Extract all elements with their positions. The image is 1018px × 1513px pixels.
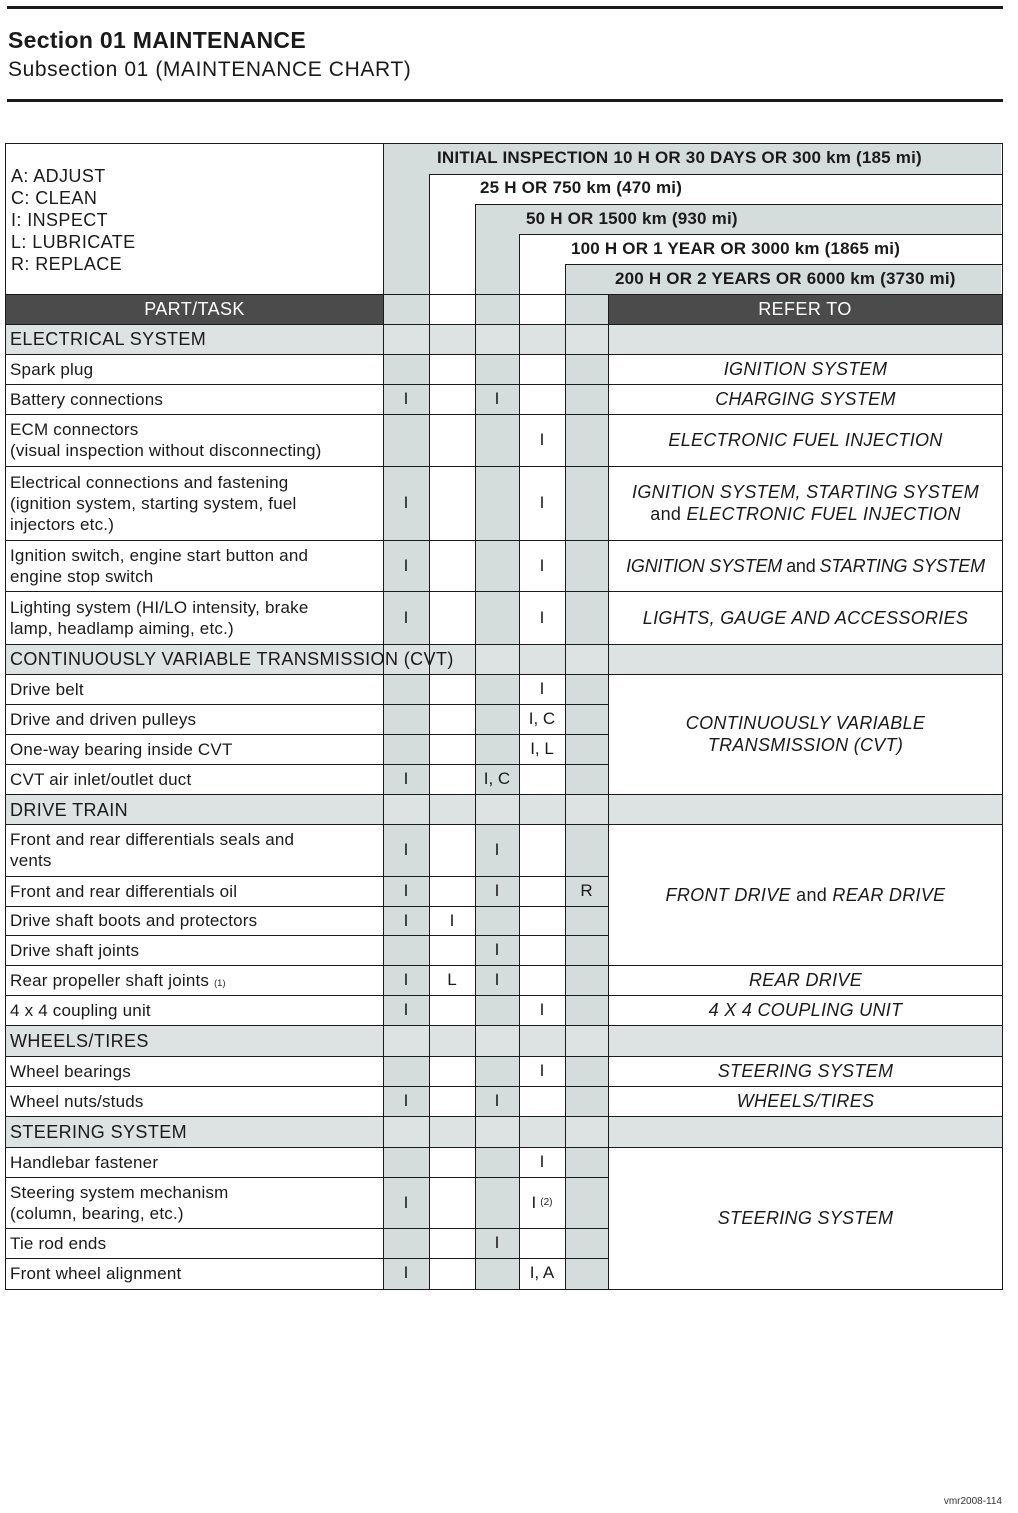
interval-50h-label: 50 H OR 1500 km (930 mi) [526, 209, 738, 228]
mark-lighting-initial: I [403, 607, 409, 627]
task-differential-oil: Front and rear differentials oil [10, 881, 238, 901]
mark-pulleys-100h: I, C [528, 709, 556, 728]
section-drive-train: DRIVE TRAIN [10, 800, 129, 820]
mark-handlebar-100h: I [539, 1152, 545, 1171]
refer-efi: ELECTRONIC FUEL INJECTION [668, 430, 943, 450]
mark-duct-50h: I, C [483, 769, 511, 788]
mark-battery-50h: I [494, 389, 500, 408]
legend-adjust: A: ADJUST [11, 166, 106, 186]
task-ecm-connectors: ECM connectors (visual inspection without disconnecting) [10, 420, 322, 460]
refer-electrical-connections: IGNITION SYSTEM, STARTING SYSTEM and ELECTRONIC FUEL INJECTION [632, 482, 979, 524]
legend-clean: C: CLEAN [11, 188, 98, 208]
mark-boots-initial: I [403, 910, 409, 930]
mark-seals-initial: I [403, 840, 409, 859]
interval-25h-label: 25 H OR 750 km (470 mi) [480, 178, 683, 197]
mark-wheel-bearings-100h: I [539, 1061, 545, 1080]
section-wheels-tires: WHEELS/TIRES [10, 1031, 149, 1051]
maintenance-chart-table [5, 143, 1003, 1290]
mark-switch-100h: I [539, 555, 545, 575]
mark-seals-50h: I [494, 840, 500, 859]
interval-100h-label: 100 H OR 1 YEAR OR 3000 km (1865 mi) [571, 239, 901, 258]
task-coupling-unit: 4 x 4 coupling unit [10, 1000, 151, 1020]
legend-inspect: I: INSPECT [11, 210, 109, 230]
task-battery-connections: Battery connections [10, 389, 164, 409]
mark-ecm-100h: I [539, 430, 545, 449]
part-task-header: PART/TASK [6, 295, 383, 324]
legend-replace: R: REPLACE [11, 254, 123, 274]
header-rule [7, 99, 1003, 102]
mark-lighting-100h: I [539, 607, 545, 627]
mark-switch-initial: I [403, 555, 409, 575]
task-drive-shaft-boots: Drive shaft boots and protectors [10, 911, 258, 930]
mark-elec-initial: I [403, 493, 409, 512]
task-one-way-bearing: One-way bearing inside CVT [10, 739, 233, 759]
mark-alignment-100h: I, A [529, 1263, 555, 1282]
mark-battery-initial: I [403, 389, 409, 408]
mark-tie-rod-50h: I [494, 1233, 500, 1252]
mark-wheel-nuts-initial: I [403, 1091, 409, 1110]
figure-code: vmr2008-114 [943, 1496, 1002, 1507]
task-wheel-nuts: Wheel nuts/studs [10, 1091, 144, 1111]
mark-propeller-50h: I [494, 970, 500, 989]
mark-wheel-nuts-50h: I [494, 1091, 500, 1110]
mark-joints-50h: I [494, 940, 500, 959]
task-wheel-bearings: Wheel bearings [10, 1061, 131, 1081]
interval-initial-label: INITIAL INSPECTION 10 H OR 30 DAYS OR 300 km (185 mi) [437, 148, 922, 167]
task-differential-seals: Front and rear differentials seals and vents [10, 830, 295, 870]
refer-front-rear-drive: FRONT DRIVE and REAR DRIVE [665, 884, 946, 905]
mark-steering-100h: I (2) [531, 1192, 553, 1212]
refer-lights-gauge: LIGHTS, GAUGE AND ACCESSORIES [642, 607, 969, 628]
refer-wheels-tires: WHEELS/TIRES [736, 1091, 875, 1111]
refer-steering-system-2: STEERING SYSTEM [717, 1207, 894, 1228]
section-steering-system: STEERING SYSTEM [10, 1122, 188, 1142]
task-handlebar-fastener: Handlebar fastener [10, 1152, 159, 1172]
mark-alignment-initial: I [403, 1263, 409, 1282]
mark-steering-initial: I [403, 1192, 409, 1212]
mark-duct-initial: I [403, 769, 409, 788]
task-spark-plug: Spark plug [10, 359, 94, 379]
refer-ignition-system: IGNITION SYSTEM [723, 359, 888, 379]
refer-steering-system-1: STEERING SYSTEM [717, 1061, 894, 1081]
interval-200h-label: 200 H OR 2 YEARS OR 6000 km (3730 mi) [615, 269, 956, 288]
mark-propeller-initial: I [403, 970, 409, 989]
mark-oil-initial: I [403, 881, 409, 900]
mark-coupling-initial: I [403, 1000, 409, 1019]
mark-boots-25h: I [449, 910, 455, 930]
section-electrical-system: ELECTRICAL SYSTEM [10, 329, 207, 349]
refer-coupling-unit: 4 X 4 COUPLING UNIT [708, 1000, 903, 1020]
task-drive-driven-pulleys: Drive and driven pulleys [10, 709, 197, 729]
refer-rear-drive: REAR DRIVE [748, 970, 863, 990]
footnote-1-marker: (1) [214, 978, 226, 988]
mark-propeller-25h: L [447, 970, 457, 989]
mark-oil-50h: I [494, 881, 500, 900]
task-ignition-switch: Ignition switch, engine start button and engine stop switch [10, 545, 309, 586]
top-rule [7, 6, 1003, 9]
task-rear-propeller-shaft: Rear propeller shaft joints $_{(1)}$ [10, 965, 380, 995]
task-lighting-system: Lighting system (HI/LO intensity, brake lamp, headlamp aiming, etc.) [10, 597, 309, 638]
refer-cvt: CONTINUOUSLY VARIABLE TRANSMISSION (CVT) [685, 713, 926, 755]
section-cvt: CONTINUOUSLY VARIABLE TRANSMISSION (CVT) [10, 649, 454, 669]
refer-to-header: REFER TO [608, 295, 1002, 324]
refer-charging-system: CHARGING SYSTEM [715, 389, 896, 409]
task-drive-shaft-joints: Drive shaft joints [10, 940, 140, 960]
section-title: Section 01 MAINTENANCE [8, 27, 306, 53]
footnote-2-marker: (2) [540, 1197, 553, 1208]
mark-oil-200h: R [580, 881, 593, 900]
mark-coupling-100h: I [539, 1000, 545, 1019]
task-cvt-air-duct: CVT air inlet/outlet duct [10, 769, 192, 789]
mark-belt-100h: I [539, 679, 545, 698]
task-front-wheel-alignment: Front wheel alignment [10, 1263, 182, 1283]
legend-lubricate: L: LUBRICATE [11, 232, 136, 252]
refer-ignition-starting: IGNITION SYSTEM and STARTING SYSTEM [626, 555, 985, 576]
mark-elec-100h: I [539, 493, 545, 512]
subsection-title: Subsection 01 (MAINTENANCE CHART) [8, 58, 412, 81]
mark-bearing-100h: I, L [530, 739, 554, 758]
task-electrical-connections: Electrical connections and fastening (ignition system, starting system, fuel injectors etc.) [10, 472, 297, 534]
task-steering-mechanism: Steering system mechanism (column, bearing, etc.) [10, 1182, 229, 1223]
task-tie-rod-ends: Tie rod ends [10, 1233, 107, 1253]
task-drive-belt: Drive belt [10, 679, 84, 699]
